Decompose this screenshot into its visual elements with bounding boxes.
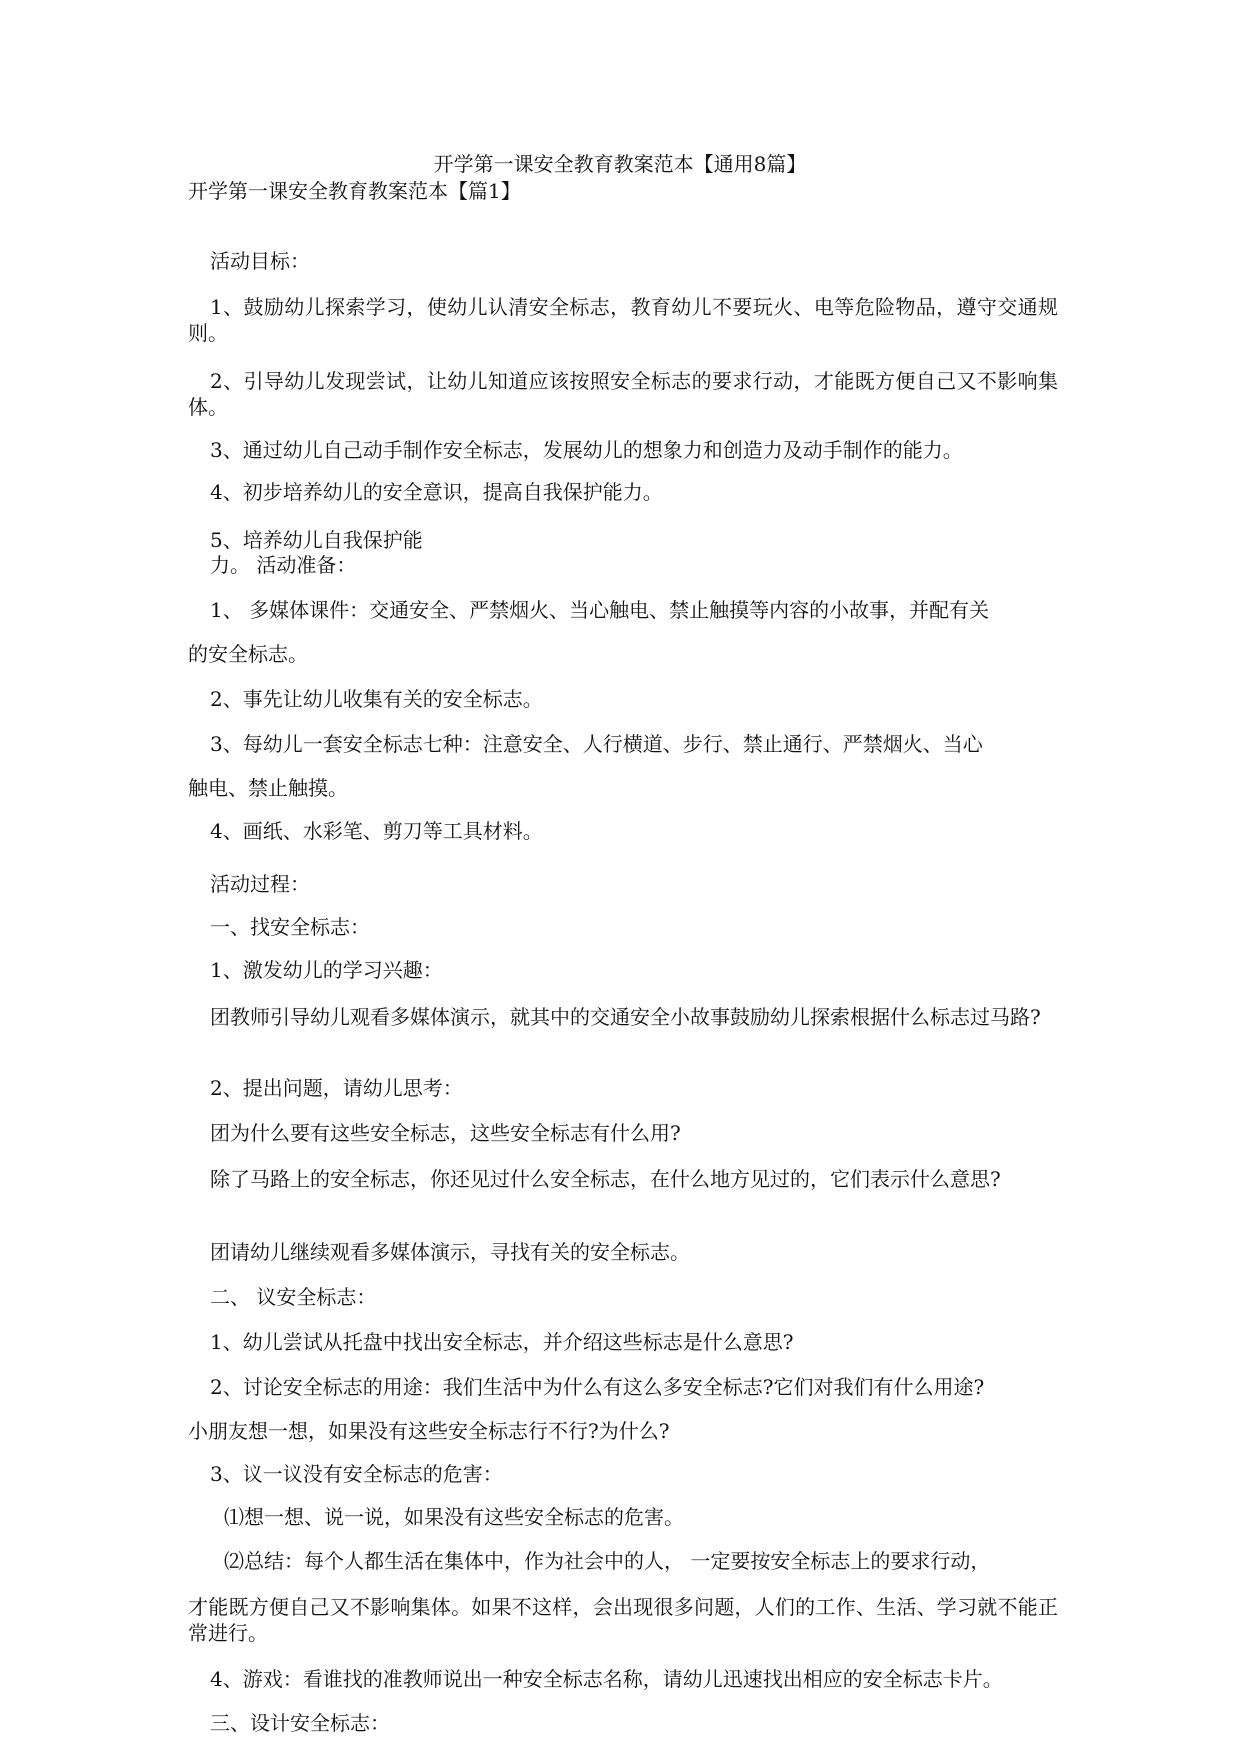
paragraph: 2、引导幼儿发现尝试，让幼儿知道应该按照安全标志的要求行动，才能既方便自己又不影响集体。 bbox=[188, 369, 1058, 419]
paragraph: 1、幼儿尝试从托盘中找出安全标志，并介绍这些标志是什么意思? bbox=[210, 1330, 794, 1354]
paragraph: 4、游戏：看谁找的准教师说出一种安全标志名称，请幼儿迅速找出相应的安全标志卡片。 bbox=[210, 1667, 1003, 1691]
paragraph: 小朋友想一想，如果没有这些安全标志行不行?为什么? bbox=[188, 1419, 670, 1443]
paragraph: 4、初步培养幼儿的安全意识，提高自我保护能力。 bbox=[210, 480, 663, 504]
paragraph: 2、讨论安全标志的用途：我们生活中为什么有这么多安全标志?它们对我们有什么用途? bbox=[210, 1375, 985, 1399]
paragraph: ⑴想一想、说一说，如果没有这些安全标志的危害。 bbox=[224, 1505, 684, 1529]
paragraph: 2、事先让幼儿收集有关的安全标志。 bbox=[210, 687, 543, 711]
paragraph: 团请幼儿继续观看多媒体演示，寻找有关的安全标志。 bbox=[210, 1240, 690, 1264]
paragraph: 力。 活动准备： bbox=[210, 553, 357, 577]
paragraph: 的安全标志。 bbox=[188, 642, 308, 666]
paragraph: 团为什么要有这些安全标志，这些安全标志有什么用? bbox=[210, 1121, 681, 1145]
paragraph: 触电、禁止触摸。 bbox=[188, 776, 348, 800]
paragraph: 3、议一议没有安全标志的危害： bbox=[210, 1462, 503, 1486]
document-title: 开学第一课安全教育教案范本【通用8篇】 bbox=[433, 152, 807, 176]
paragraph: 5、培养幼儿自我保护能 bbox=[210, 528, 423, 552]
paragraph: 一、找安全标志： bbox=[210, 915, 370, 939]
paragraph: 活动过程： bbox=[210, 872, 310, 896]
paragraph: ⑵总结：每个人都生活在集体中，作为社会中的人， 一定要按安全标志上的要求行动， bbox=[224, 1549, 991, 1573]
section-heading: 开学第一课安全教育教案范本【篇1】 bbox=[188, 179, 521, 203]
paragraph: 1、鼓励幼儿探索学习，使幼儿认清安全标志，教育幼儿不要玩火、电等危险物品，遵守交通规则。 bbox=[188, 295, 1058, 345]
paragraph: 除了马路上的安全标志，你还见过什么安全标志，在什么地方见过的，它们表示什么意思? bbox=[210, 1167, 1001, 1191]
paragraph: 1、 多媒体课件：交通安全、严禁烟火、当心触电、禁止触摸等内容的小故事，并配有关 bbox=[210, 598, 990, 622]
paragraph: 活动目标： bbox=[210, 249, 310, 273]
paragraph: 3、通过幼儿自己动手制作安全标志，发展幼儿的想象力和创造力及动手制作的能力。 bbox=[210, 438, 963, 462]
paragraph: 1、激发幼儿的学习兴趣： bbox=[210, 958, 443, 982]
paragraph: 2、提出问题，请幼儿思考： bbox=[210, 1076, 463, 1100]
paragraph: 4、画纸、水彩笔、剪刀等工具材料。 bbox=[210, 819, 543, 843]
paragraph: 才能既方便自己又不影响集体。如果不这样，会出现很多问题，人们的工作、生活、学习就不能正常进行。 bbox=[188, 1595, 1058, 1645]
paragraph: 三、设计安全标志： bbox=[210, 1711, 390, 1735]
paragraph: 二、 议安全标志： bbox=[210, 1285, 377, 1309]
paragraph: 团教师引导幼儿观看多媒体演示，就其中的交通安全小故事鼓励幼儿探索根据什么标志过马路? bbox=[210, 1005, 1041, 1029]
paragraph: 3、每幼儿一套安全标志七种：注意安全、人行横道、步行、禁止通行、严禁烟火、当心 bbox=[210, 732, 983, 756]
